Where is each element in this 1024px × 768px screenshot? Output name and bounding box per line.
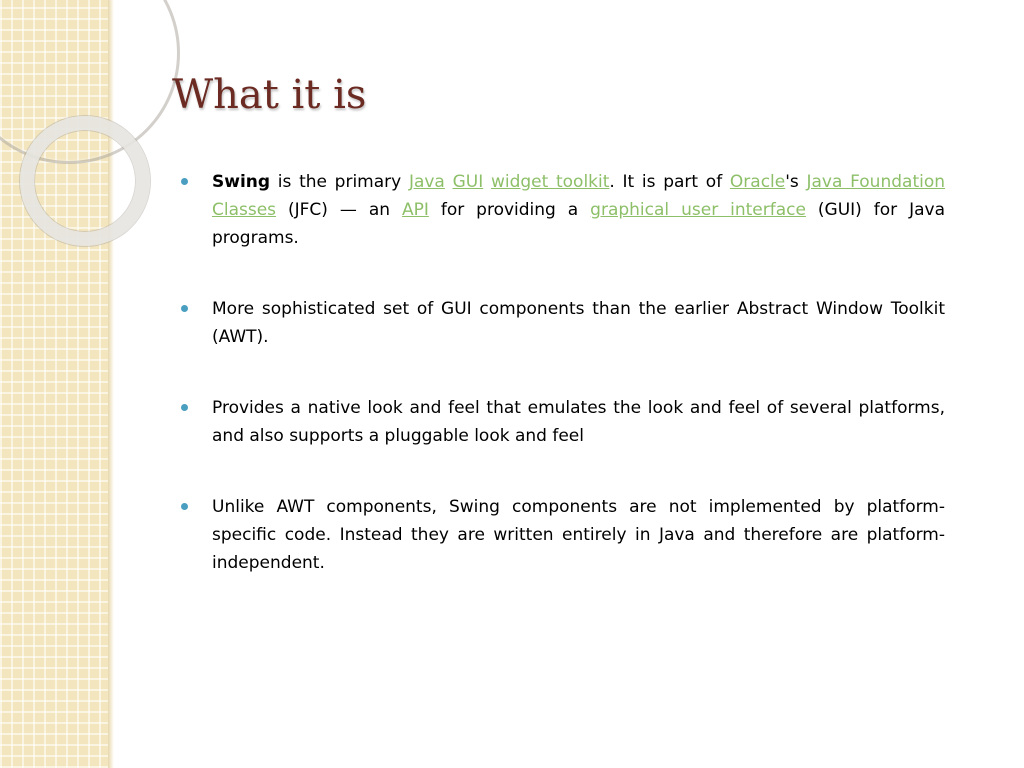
decorative-ring-small [20,116,150,246]
text-run: . It is part of [609,172,730,192]
text-run: (JFC) — an [276,200,402,220]
slide-title: What it is [172,72,367,118]
text-run: 's [785,172,807,192]
bullet-item [180,493,945,577]
bullet-dot-icon [181,503,188,510]
bullet-text [212,172,945,248]
bullet-text: Unlike AWT components, Swing components are not implemented by platform-specific code. Instead they are written entirely in Java and therefore are platform-independent. [212,497,945,573]
link-java-foundation-classes[interactable]: Java Foundation Classes [212,172,946,220]
bullet-item [180,168,945,252]
bullet-text: Provides a native look and feel that emulates the look and feel of several platforms, and also supports a pluggable look and feel [212,398,945,446]
link-widget-toolkit[interactable]: widget toolkit [490,172,610,192]
text-run: is the primary [270,172,409,192]
link-oracle[interactable]: Oracle [729,172,786,192]
term-swing: Swing [212,172,271,192]
link-gui[interactable]: GUI [452,172,484,192]
text-run [483,172,491,192]
text-run [445,172,453,192]
bullet-item [180,394,945,450]
bullet-dot-icon [181,404,188,411]
bullet-text: More sophisticated set of GUI components than the earlier Abstract Window Toolkit (AWT). [212,299,945,347]
link-java[interactable]: Java [408,172,445,192]
link-api[interactable]: API [401,200,429,220]
bullet-dot-icon [181,305,188,312]
bullet-list [180,168,945,620]
text-run: for providing a [428,200,591,220]
bullet-item [180,295,945,351]
text-run: (GUI) for Java programs. [212,200,945,248]
link-graphical-user-interface[interactable]: graphical user interface [590,200,806,220]
bullet-dot-icon [181,178,188,185]
